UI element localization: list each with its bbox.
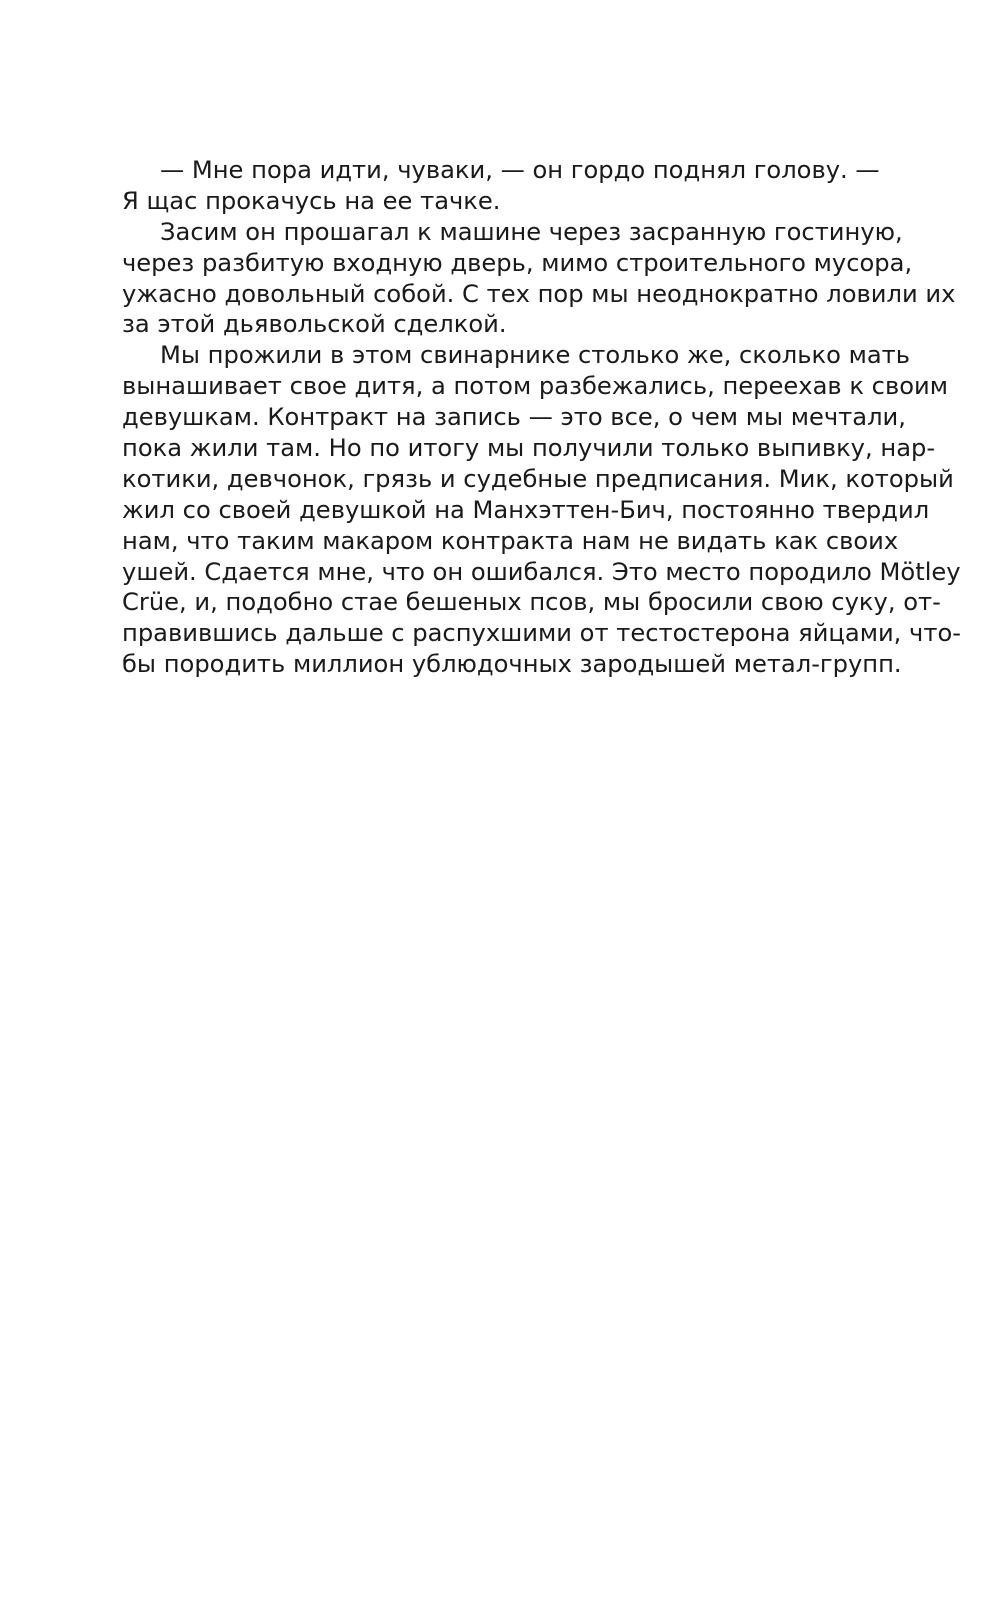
text-line: жил со своей девушкой на Манхэттен-Бич, постоянно твердил bbox=[122, 495, 930, 524]
text-line: котики, девчонок, грязь и судебные предписания. Мик, который bbox=[122, 464, 954, 493]
text-line: правившись дальше с распухшими от тестостерона яйцами, что- bbox=[122, 619, 961, 648]
text-line: ушей. Сдается мне, что он ошибался. Это место породило Mötley bbox=[122, 557, 961, 586]
text-line: за этой дьявольской сделкой. bbox=[122, 310, 507, 339]
body-text bbox=[122, 155, 961, 680]
text-line: ужасно довольный собой. С тех пор мы неоднократно ловили их bbox=[122, 279, 956, 308]
text-line: пока жили там. Но по итогу мы получили только выпивку, нар- bbox=[122, 434, 936, 463]
paragraph bbox=[122, 217, 956, 341]
paragraph bbox=[122, 340, 961, 680]
text-line: Crüe, и, подобно стае бешеных псов, мы бросили свою суку, от- bbox=[122, 588, 941, 617]
text-line: девушкам. Контракт на запись — это все, о чем мы мечтали, bbox=[122, 403, 906, 432]
text-line: Засим он прошагал к машине через засранную гостиную, bbox=[160, 217, 903, 246]
text-line: нам, что таким макаром контракта нам не видать как своих bbox=[122, 526, 899, 555]
text-line: бы породить миллион ублюдочных зародышей метал-групп. bbox=[122, 650, 902, 679]
text-line: Мы прожили в этом свинарнике столько же, сколько мать bbox=[160, 341, 910, 370]
text-line: — Мне пора идти, чуваки, — он гордо поднял голову. — bbox=[160, 156, 880, 184]
text-line: вынашивает свое дитя, а потом разбежались, переехав к своим bbox=[122, 372, 948, 401]
text-line: через разбитую входную дверь, мимо строительного мусора, bbox=[122, 248, 913, 277]
paragraph bbox=[122, 155, 880, 217]
text-line: Я щас прокачусь на ее тачке. bbox=[122, 186, 501, 215]
